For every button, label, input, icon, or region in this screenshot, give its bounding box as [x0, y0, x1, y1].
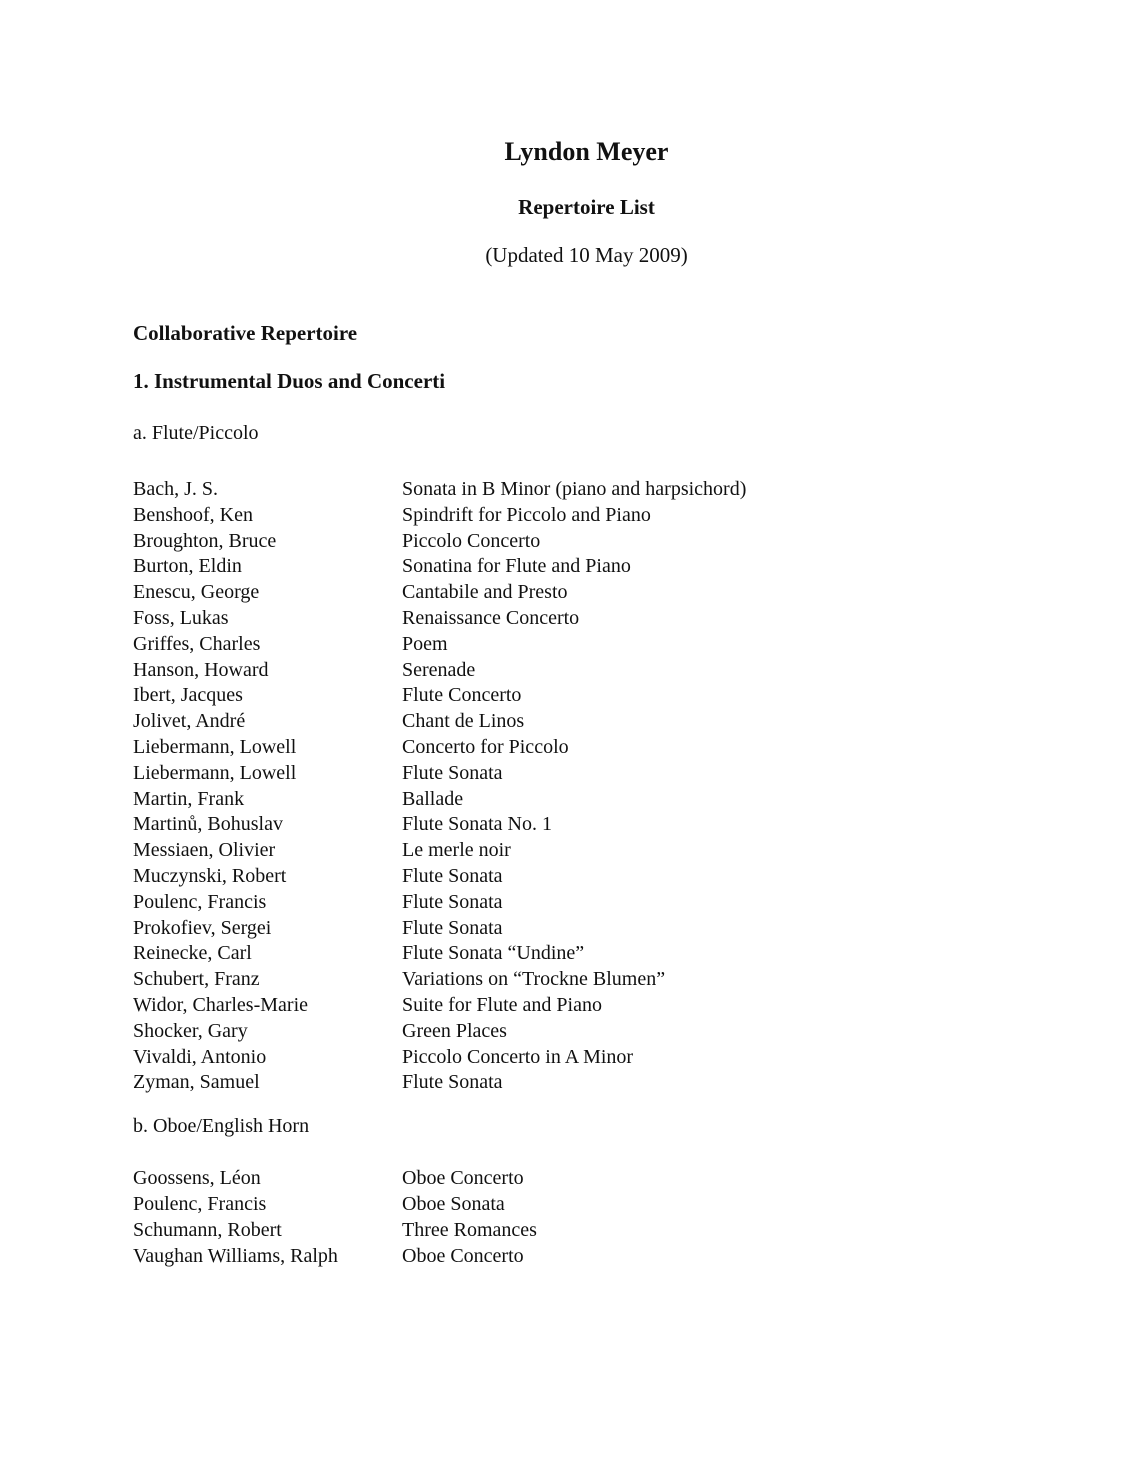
- section-heading-instrumental-duos: 1. Instrumental Duos and Concerti: [133, 369, 446, 393]
- work-title: Variations on “Trockne Blumen”: [402, 968, 666, 991]
- work-title: Renaissance Concerto: [402, 606, 580, 629]
- repertoire-row: [133, 529, 1040, 555]
- repertoire-row: [133, 1070, 1040, 1096]
- work-title: Flute Sonata: [402, 916, 503, 939]
- repertoire-row: [133, 787, 1040, 813]
- composer-name: Schubert, Franz: [133, 968, 260, 991]
- section-heading-collaborative-repertoire: Collaborative Repertoire: [133, 321, 358, 345]
- composer-name: Ibert, Jacques: [133, 684, 243, 707]
- composer-name: Broughton, Bruce: [133, 529, 277, 552]
- work-title: Flute Sonata “Undine”: [402, 942, 585, 965]
- work-title: Poem: [402, 632, 448, 655]
- repertoire-row: [133, 864, 1040, 890]
- work-title: Spindrift for Piccolo and Piano: [402, 503, 651, 526]
- composer-name: Schumann, Robert: [133, 1218, 282, 1241]
- repertoire-row: [133, 812, 1040, 838]
- composer-name: Shocker, Gary: [133, 1019, 248, 1042]
- updated-date: (Updated 10 May 2009): [485, 243, 688, 267]
- repertoire-row: [133, 1218, 1040, 1244]
- subsection-label-oboe-english-horn: b. Oboe/English Horn: [133, 1115, 310, 1138]
- work-title: Flute Sonata No. 1: [402, 813, 552, 836]
- composer-name: Enescu, George: [133, 581, 260, 604]
- composer-name: Bach, J. S.: [133, 478, 218, 500]
- work-title: Flute Sonata: [402, 890, 503, 913]
- composer-name: Hanson, Howard: [133, 658, 269, 681]
- work-title: Serenade: [402, 658, 476, 681]
- repertoire-row: [133, 916, 1040, 942]
- repertoire-row: [133, 1045, 1040, 1071]
- repertoire-row: [133, 709, 1040, 735]
- work-title: Flute Sonata: [402, 1071, 503, 1094]
- page-subtitle: Repertoire List: [518, 195, 655, 219]
- work-title: Ballade: [402, 787, 464, 810]
- work-title: Green Places: [402, 1019, 507, 1042]
- composer-name: Poulenc, Francis: [133, 1192, 267, 1215]
- repertoire-row: [133, 554, 1040, 580]
- repertoire-row: [133, 503, 1040, 529]
- composer-name: Goossens, Léon: [133, 1167, 261, 1190]
- oboe-repertoire-table: [133, 1166, 1040, 1269]
- composer-name: Vaughan Williams, Ralph: [133, 1244, 338, 1267]
- repertoire-row: [133, 658, 1040, 684]
- composer-name: Martinů, Bohuslav: [133, 813, 283, 836]
- composer-name: Muczynski, Robert: [133, 864, 287, 887]
- work-title: Oboe Concerto: [402, 1244, 524, 1267]
- composer-name: Reinecke, Carl: [133, 942, 252, 965]
- repertoire-row: [133, 890, 1040, 916]
- repertoire-row: [133, 1019, 1040, 1045]
- work-title: Flute Sonata: [402, 864, 503, 887]
- flute-repertoire-table: [133, 477, 1040, 1096]
- composer-name: Messiaen, Olivier: [133, 839, 276, 862]
- composer-name: Burton, Eldin: [133, 555, 242, 578]
- repertoire-row: [133, 632, 1040, 658]
- composer-name: Jolivet, André: [133, 710, 246, 733]
- repertoire-row: [133, 683, 1040, 709]
- repertoire-row: [133, 477, 1040, 503]
- composer-name: Poulenc, Francis: [133, 890, 267, 913]
- work-title: Chant de Linos: [402, 710, 525, 733]
- composer-name: Griffes, Charles: [133, 632, 261, 655]
- repertoire-row: [133, 761, 1040, 787]
- composer-name: Foss, Lukas: [133, 606, 229, 629]
- work-title: Three Romances: [402, 1218, 537, 1241]
- work-title: Le merle noir: [402, 839, 511, 862]
- composer-name: Liebermann, Lowell: [133, 735, 297, 758]
- composer-name: Widor, Charles-Marie: [133, 993, 308, 1016]
- composer-name: Zyman, Samuel: [133, 1071, 260, 1094]
- composer-name: Martin, Frank: [133, 787, 245, 810]
- page-title: Lyndon Meyer: [504, 137, 669, 166]
- repertoire-row: [133, 1192, 1040, 1218]
- work-title: Piccolo Concerto in A Minor: [402, 1045, 634, 1068]
- repertoire-row: [133, 993, 1040, 1019]
- repertoire-row: [133, 941, 1040, 967]
- work-title: Suite for Flute and Piano: [402, 993, 602, 1016]
- work-title: Sonatina for Flute and Piano: [402, 555, 631, 578]
- repertoire-row: [133, 967, 1040, 993]
- repertoire-row: [133, 606, 1040, 632]
- work-title: Sonata in B Minor (piano and harpsichord): [402, 478, 747, 500]
- repertoire-row: [133, 580, 1040, 606]
- composer-name: Vivaldi, Antonio: [133, 1045, 267, 1068]
- repertoire-row: [133, 1244, 1040, 1270]
- composer-name: Benshoof, Ken: [133, 503, 253, 526]
- repertoire-row: [133, 838, 1040, 864]
- work-title: Concerto for Piccolo: [402, 735, 569, 758]
- work-title: Piccolo Concerto: [402, 529, 541, 552]
- work-title: Oboe Concerto: [402, 1167, 524, 1190]
- work-title: Flute Sonata: [402, 761, 503, 784]
- composer-name: Liebermann, Lowell: [133, 761, 297, 784]
- repertoire-row: [133, 1166, 1040, 1192]
- work-title: Oboe Sonata: [402, 1192, 505, 1215]
- work-title: Flute Concerto: [402, 684, 522, 707]
- subsection-label-flute-piccolo: a. Flute/Piccolo: [133, 422, 259, 444]
- composer-name: Prokofiev, Sergei: [133, 916, 272, 939]
- work-title: Cantabile and Presto: [402, 581, 568, 604]
- repertoire-row: [133, 735, 1040, 761]
